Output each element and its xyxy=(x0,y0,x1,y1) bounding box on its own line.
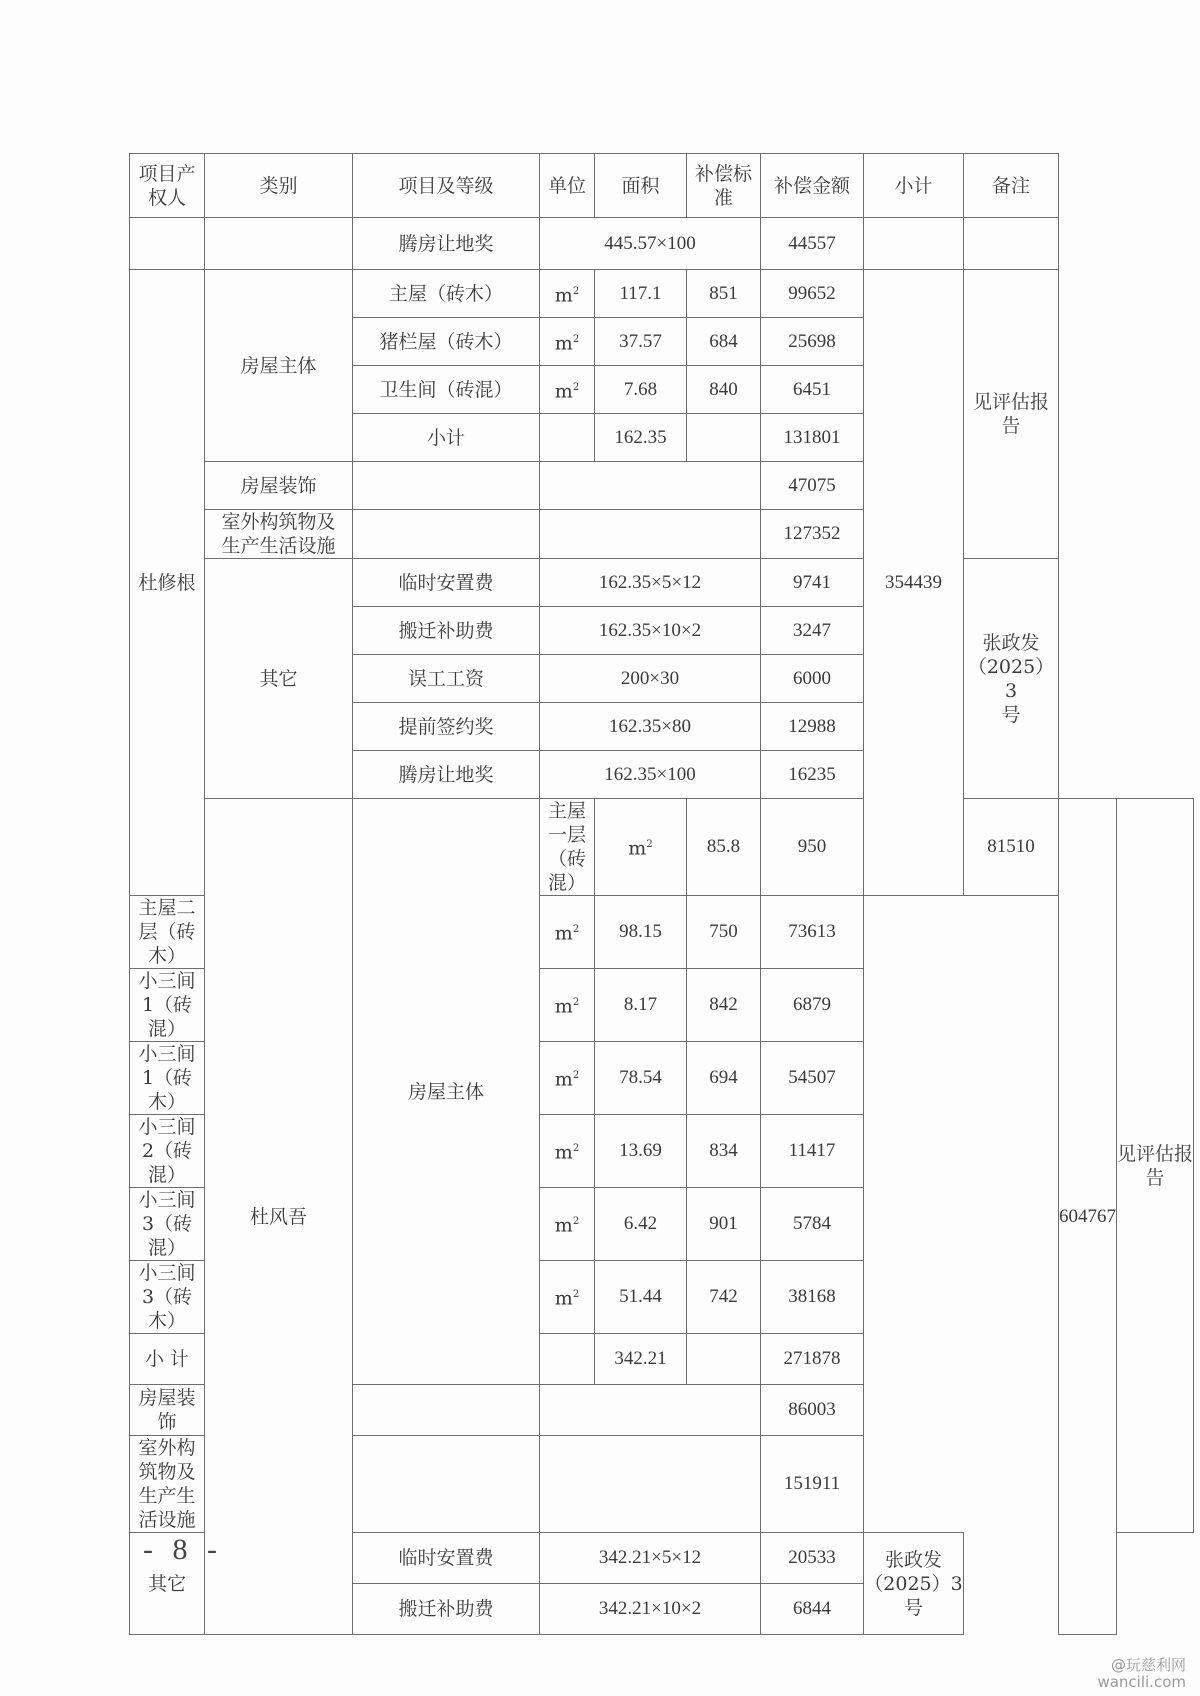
category-house-body: 房屋主体 xyxy=(353,799,540,1385)
amount-cell: 81510 xyxy=(964,799,1059,896)
amount-cell: 38168 xyxy=(761,1261,864,1334)
item-cell: 误工工资 xyxy=(353,655,540,703)
formula-cell: 342.21×5×12 xyxy=(540,1533,761,1584)
unit-cell: $m^2$ xyxy=(595,799,687,896)
category-cell xyxy=(205,218,353,270)
table-row xyxy=(130,270,1194,318)
area-cell: 13.69 xyxy=(595,1115,687,1188)
item-cell xyxy=(353,462,540,510)
item-cell: 主屋二层（砖木） xyxy=(130,896,205,969)
category-other: 其它 xyxy=(130,1533,205,1635)
standard-cell: 851 xyxy=(687,270,761,318)
item-cell: 小三间 3（砖混） xyxy=(130,1188,205,1261)
formula-cell xyxy=(540,462,761,510)
unit-cell: $m^2$ xyxy=(540,366,595,414)
area-cell: 6.42 xyxy=(595,1188,687,1261)
area-cell: 78.54 xyxy=(595,1042,687,1115)
item-cell: 腾房让地奖 xyxy=(353,218,540,270)
formula-cell: 200×30 xyxy=(540,655,761,703)
owner-name: 杜修根 xyxy=(130,270,205,896)
area-cell: 117.1 xyxy=(595,270,687,318)
item-cell: 猪栏屋（砖木） xyxy=(353,318,540,366)
formula-cell: 445.57×100 xyxy=(540,218,761,270)
item-cell: 主屋（砖木） xyxy=(353,270,540,318)
unit-cell: $m^2$ xyxy=(540,1261,595,1334)
standard-cell: 694 xyxy=(687,1042,761,1115)
formula-cell xyxy=(540,1436,761,1533)
formula-cell: 162.35×10×2 xyxy=(540,607,761,655)
item-cell xyxy=(353,510,540,559)
formula-cell xyxy=(540,1385,761,1436)
table-header-row xyxy=(130,154,1194,218)
watermark xyxy=(1097,1657,1186,1691)
unit-cell: $m^2$ xyxy=(540,1042,595,1115)
area-cell: 85.8 xyxy=(687,799,761,896)
remark-cell xyxy=(964,218,1059,270)
item-cell xyxy=(353,1385,540,1436)
area-cell: 8.17 xyxy=(595,969,687,1042)
header-area: 面积 xyxy=(595,154,687,218)
formula-cell xyxy=(540,510,761,559)
area-cell: 98.15 xyxy=(595,896,687,969)
item-cell: 小 计 xyxy=(130,1334,205,1385)
amount-cell: 20533 xyxy=(761,1533,864,1584)
header-subtotal: 小计 xyxy=(864,154,964,218)
standard-cell: 901 xyxy=(687,1188,761,1261)
item-cell: 小计 xyxy=(353,414,540,462)
amount-cell: 44557 xyxy=(761,218,864,270)
amount-cell: 86003 xyxy=(761,1385,864,1436)
amount-cell: 3247 xyxy=(761,607,864,655)
header-item-grade: 项目及等级 xyxy=(353,154,540,218)
unit-cell xyxy=(540,1334,595,1385)
standard-cell: 684 xyxy=(687,318,761,366)
header-amount: 补偿金额 xyxy=(761,154,864,218)
table-row xyxy=(130,799,1194,896)
area-cell: 51.44 xyxy=(595,1261,687,1334)
watermark-line2: wancili.com xyxy=(1097,1673,1186,1691)
item-cell: 搬迁补助费 xyxy=(353,1584,540,1635)
amount-cell: 271878 xyxy=(761,1334,864,1385)
unit-cell: $m^2$ xyxy=(540,1115,595,1188)
item-cell: 小三间 3（砖木） xyxy=(130,1261,205,1334)
standard-cell: 742 xyxy=(687,1261,761,1334)
unit-cell: $m^2$ xyxy=(540,270,595,318)
standard-cell: 834 xyxy=(687,1115,761,1188)
item-cell xyxy=(353,1436,540,1533)
amount-cell: 11417 xyxy=(761,1115,864,1188)
area-cell: 342.21 xyxy=(595,1334,687,1385)
amount-cell: 16235 xyxy=(761,751,864,799)
item-cell: 临时安置费 xyxy=(353,1533,540,1584)
header-owner: 项目产 权人 xyxy=(130,154,205,218)
amount-cell: 73613 xyxy=(761,896,864,969)
header-standard: 补偿标 准 xyxy=(687,154,761,218)
item-cell: 卫生间（砖混） xyxy=(353,366,540,414)
category-outdoor: 室外构筑物及 生产生活设施 xyxy=(205,510,353,559)
standard-cell: 750 xyxy=(687,896,761,969)
standard-cell: 840 xyxy=(687,366,761,414)
category-other: 其它 xyxy=(205,559,353,799)
subtotal-cell xyxy=(864,218,964,270)
formula-cell: 162.35×100 xyxy=(540,751,761,799)
item-cell: 临时安置费 xyxy=(353,559,540,607)
unit-cell: $m^2$ xyxy=(540,318,595,366)
page-number: - 8 - xyxy=(143,1533,223,1566)
owner-name: 杜风吾 xyxy=(205,799,353,1635)
table-row xyxy=(130,218,1194,270)
amount-cell: 127352 xyxy=(761,510,864,559)
remark-document: 张政发 （2025）3 号 xyxy=(864,1533,964,1635)
formula-cell: 342.21×10×2 xyxy=(540,1584,761,1635)
standard-cell: 842 xyxy=(687,969,761,1042)
compensation-table xyxy=(129,153,1194,1635)
standard-cell xyxy=(687,1334,761,1385)
remark-assessment: 见评估报告 xyxy=(964,270,1059,559)
category-outdoor: 室外构筑物及 生产生活设施 xyxy=(130,1436,205,1533)
item-cell: 主屋一层（砖混） xyxy=(540,799,595,896)
header-unit: 单位 xyxy=(540,154,595,218)
remark-assessment: 见评估报 告 xyxy=(1117,799,1194,1533)
owner-cell xyxy=(130,218,205,270)
formula-cell: 162.35×5×12 xyxy=(540,559,761,607)
category-decoration: 房屋装饰 xyxy=(130,1385,205,1436)
amount-cell: 9741 xyxy=(761,559,864,607)
area-cell: 37.57 xyxy=(595,318,687,366)
amount-cell: 54507 xyxy=(761,1042,864,1115)
area-cell: 7.68 xyxy=(595,366,687,414)
owner-subtotal: 604767 xyxy=(1059,799,1117,1635)
header-category: 类别 xyxy=(205,154,353,218)
item-cell: 搬迁补助费 xyxy=(353,607,540,655)
unit-cell: $m^2$ xyxy=(540,896,595,969)
watermark-line1: @玩慈利网 xyxy=(1110,1656,1186,1674)
amount-cell: 47075 xyxy=(761,462,864,510)
amount-cell: 25698 xyxy=(761,318,864,366)
amount-cell: 99652 xyxy=(761,270,864,318)
category-house-body: 房屋主体 xyxy=(205,270,353,462)
table-row xyxy=(130,559,1194,607)
amount-cell: 12988 xyxy=(761,703,864,751)
formula-cell: 162.35×80 xyxy=(540,703,761,751)
item-cell: 小三间 1（砖混） xyxy=(130,969,205,1042)
standard-cell: 950 xyxy=(761,799,864,896)
owner-subtotal: 354439 xyxy=(864,270,964,896)
amount-cell: 6000 xyxy=(761,655,864,703)
item-cell: 小三间 2（砖混） xyxy=(130,1115,205,1188)
item-cell: 提前签约奖 xyxy=(353,703,540,751)
header-remark: 备注 xyxy=(964,154,1059,218)
standard-cell xyxy=(687,414,761,462)
area-cell: 162.35 xyxy=(595,414,687,462)
item-cell: 腾房让地奖 xyxy=(353,751,540,799)
amount-cell: 5784 xyxy=(761,1188,864,1261)
amount-cell: 131801 xyxy=(761,414,864,462)
amount-cell: 6451 xyxy=(761,366,864,414)
unit-cell: $m^2$ xyxy=(540,1188,595,1261)
unit-cell: $m^2$ xyxy=(540,969,595,1042)
unit-cell xyxy=(540,414,595,462)
amount-cell: 6879 xyxy=(761,969,864,1042)
amount-cell: 6844 xyxy=(761,1584,864,1635)
category-decoration: 房屋装饰 xyxy=(205,462,353,510)
item-cell: 小三间 1（砖木） xyxy=(130,1042,205,1115)
amount-cell: 151911 xyxy=(761,1436,864,1533)
remark-document: 张政发 （2025）3 号 xyxy=(964,559,1059,799)
